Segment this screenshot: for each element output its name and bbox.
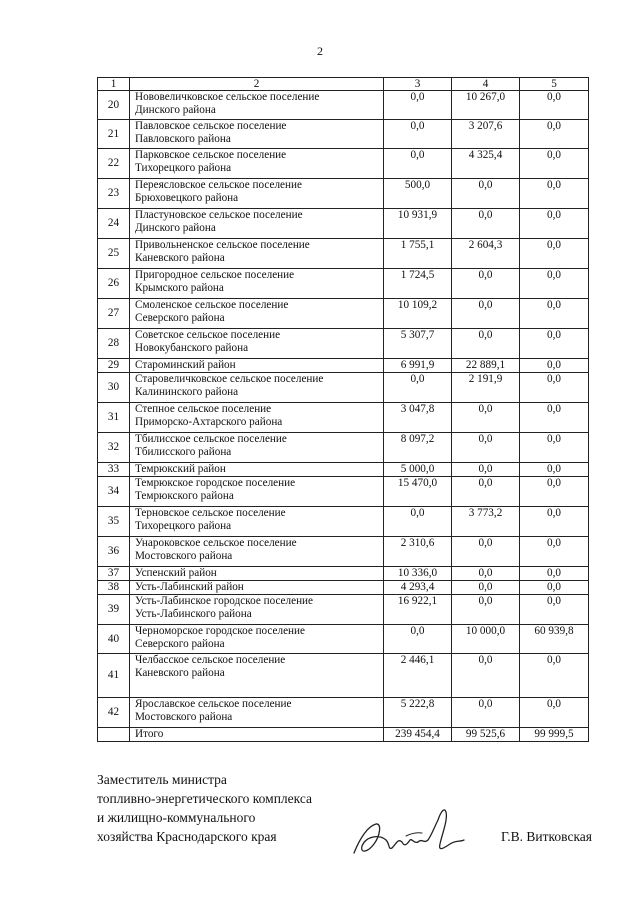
municipality-name <box>130 179 384 209</box>
row-number: 37 <box>98 567 130 581</box>
amount-cell: 10 931,9 <box>384 209 452 239</box>
municipality-name <box>130 477 384 507</box>
amount-cell: 4 293,4 <box>384 581 452 595</box>
municipality-name <box>130 654 384 698</box>
table-row <box>98 120 589 149</box>
municipality-name-line: Северского района <box>135 312 225 324</box>
amount-cell: 0,0 <box>520 567 589 581</box>
table-row <box>98 403 589 433</box>
table-row <box>98 654 589 698</box>
municipality-name-line: Тихорецкого района <box>135 520 232 532</box>
amount-cell: 0,0 <box>452 537 520 567</box>
amount-cell: 0,0 <box>452 179 520 209</box>
amount-cell: 5 000,0 <box>384 463 452 477</box>
municipality-name-line: Парковское сельское поселение <box>135 149 287 161</box>
table-row <box>98 537 589 567</box>
total-label: Итого <box>130 728 384 742</box>
municipality-name-line: Усть-Лабинский район <box>135 581 244 593</box>
amount-cell: 0,0 <box>384 507 452 537</box>
amount-cell: 5 222,8 <box>384 698 452 728</box>
amount-cell: 4 325,4 <box>452 149 520 179</box>
header-row <box>98 78 589 91</box>
total-amount-cell: 99 999,5 <box>520 728 589 742</box>
row-number: 24 <box>98 209 130 239</box>
amount-cell: 2 310,6 <box>384 537 452 567</box>
row-number: 26 <box>98 269 130 299</box>
table-row <box>98 329 589 359</box>
row-number: 34 <box>98 477 130 507</box>
amount-cell: 10 336,0 <box>384 567 452 581</box>
amount-cell: 0,0 <box>452 299 520 329</box>
amount-cell: 0,0 <box>452 433 520 463</box>
municipality-name <box>130 537 384 567</box>
column-header: 2 <box>130 78 384 91</box>
municipality-name <box>130 433 384 463</box>
municipality-name <box>130 91 384 120</box>
total-row <box>98 728 589 742</box>
municipality-name <box>130 507 384 537</box>
row-number: 30 <box>98 373 130 403</box>
empty-cell <box>98 728 130 742</box>
table-row <box>98 91 589 120</box>
row-number: 31 <box>98 403 130 433</box>
amount-cell: 8 097,2 <box>384 433 452 463</box>
amount-cell: 10 109,2 <box>384 299 452 329</box>
municipality-name-line: Челбасское сельское поселение <box>135 654 286 666</box>
municipality-name-line: Нововеличковское сельское поселение <box>135 91 320 103</box>
municipality-name <box>130 359 384 373</box>
row-number: 28 <box>98 329 130 359</box>
row-number: 20 <box>98 91 130 120</box>
table-row <box>98 269 589 299</box>
amount-cell: 0,0 <box>520 507 589 537</box>
column-header: 4 <box>452 78 520 91</box>
amount-cell: 0,0 <box>520 239 589 269</box>
municipality-name-line: Успенский район <box>135 567 217 579</box>
amount-cell: 0,0 <box>452 269 520 299</box>
amount-cell: 0,0 <box>520 373 589 403</box>
amount-cell: 0,0 <box>520 91 589 120</box>
table-row <box>98 698 589 728</box>
position-line: топливно-энергетического комплекса <box>97 791 313 806</box>
signer-name: Г.В. Витковская <box>501 829 593 844</box>
municipality-name-line: Усть-Лабинское городское поселение <box>135 595 314 607</box>
municipality-name-line: Терновское сельское поселение <box>135 507 286 519</box>
table-row <box>98 477 589 507</box>
municipality-name-line: Тихорецкого района <box>135 162 232 174</box>
amount-cell: 1 755,1 <box>384 239 452 269</box>
position-line: хозяйства Краснодарского края <box>97 829 277 844</box>
municipality-name-line: Калининского района <box>135 386 239 398</box>
position-line: Заместитель министра <box>97 772 227 787</box>
amount-cell: 10 267,0 <box>452 91 520 120</box>
municipality-name <box>130 269 384 299</box>
table-row <box>98 359 589 373</box>
municipality-name-line: Привольненское сельское поселение <box>135 239 310 251</box>
amount-cell: 0,0 <box>384 625 452 654</box>
table-row <box>98 567 589 581</box>
total-amount-cell: 99 525,6 <box>452 728 520 742</box>
amount-cell: 15 470,0 <box>384 477 452 507</box>
municipality-name-line: Темрюкский район <box>135 463 226 475</box>
amount-cell: 0,0 <box>520 120 589 149</box>
amount-cell: 0,0 <box>520 433 589 463</box>
row-number: 22 <box>98 149 130 179</box>
municipality-name-line: Черноморское городское поселение <box>135 625 305 637</box>
amount-cell: 0,0 <box>452 654 520 698</box>
table-row <box>98 179 589 209</box>
municipality-name-line: Пластуновское сельское поселение <box>135 209 303 221</box>
amount-cell: 2 446,1 <box>384 654 452 698</box>
municipality-name <box>130 567 384 581</box>
municipality-name-line: Ярославское сельское поселение <box>135 698 292 710</box>
row-number: 23 <box>98 179 130 209</box>
amount-cell: 0,0 <box>520 595 589 625</box>
municipality-name-line: Переясловское сельское поселение <box>135 179 302 191</box>
row-number: 25 <box>98 239 130 269</box>
amount-cell: 5 307,7 <box>384 329 452 359</box>
row-number: 29 <box>98 359 130 373</box>
municipality-name-line: Унароковское сельское поселение <box>135 537 297 549</box>
amount-cell: 0,0 <box>452 477 520 507</box>
table-row <box>98 581 589 595</box>
amount-cell: 0,0 <box>520 698 589 728</box>
total-amount-cell: 239 454,4 <box>384 728 452 742</box>
municipality-name <box>130 209 384 239</box>
amount-cell: 0,0 <box>520 269 589 299</box>
amount-cell: 6 991,9 <box>384 359 452 373</box>
amount-cell: 0,0 <box>384 91 452 120</box>
municipality-name-line: Павловского района <box>135 133 231 145</box>
table-row <box>98 373 589 403</box>
row-number: 42 <box>98 698 130 728</box>
amount-cell: 0,0 <box>520 537 589 567</box>
municipality-name-line: Староминский район <box>135 359 236 371</box>
row-number: 40 <box>98 625 130 654</box>
amount-cell: 0,0 <box>384 120 452 149</box>
row-number: 36 <box>98 537 130 567</box>
municipality-name-line: Усть-Лабинского района <box>135 608 252 620</box>
table-row <box>98 209 589 239</box>
amount-cell: 0,0 <box>384 373 452 403</box>
column-header: 3 <box>384 78 452 91</box>
amount-cell: 60 939,8 <box>520 625 589 654</box>
allocation-table <box>97 77 589 742</box>
amount-cell: 3 773,2 <box>452 507 520 537</box>
column-header: 5 <box>520 78 589 91</box>
amount-cell: 0,0 <box>520 299 589 329</box>
amount-cell: 0,0 <box>452 595 520 625</box>
amount-cell: 3 047,8 <box>384 403 452 433</box>
amount-cell: 22 889,1 <box>452 359 520 373</box>
table-row <box>98 507 589 537</box>
amount-cell: 0,0 <box>520 179 589 209</box>
municipality-name-line: Темрюкского района <box>135 490 234 502</box>
handwritten-signature <box>346 798 476 868</box>
table-row <box>98 595 589 625</box>
row-number: 35 <box>98 507 130 537</box>
municipality-name-line: Каневского района <box>135 667 225 679</box>
amount-cell: 2 191,9 <box>452 373 520 403</box>
amount-cell: 0,0 <box>520 403 589 433</box>
signature-block-position <box>97 770 312 846</box>
page-number: 2 <box>317 44 323 58</box>
amount-cell: 0,0 <box>452 581 520 595</box>
municipality-name <box>130 698 384 728</box>
amount-cell: 0,0 <box>452 403 520 433</box>
table-row <box>98 149 589 179</box>
municipality-name-line: Темрюкское городское поселение <box>135 477 296 489</box>
municipality-name <box>130 463 384 477</box>
table-row <box>98 463 589 477</box>
municipality-name-line: Мостовского района <box>135 550 233 562</box>
municipality-name-line: Степное сельское поселение <box>135 403 272 415</box>
amount-cell: 0,0 <box>452 209 520 239</box>
row-number: 39 <box>98 595 130 625</box>
municipality-name <box>130 595 384 625</box>
table-body <box>98 91 589 742</box>
municipality-name <box>130 403 384 433</box>
municipality-name <box>130 581 384 595</box>
municipality-name-line: Динского района <box>135 104 216 116</box>
position-line: и жилищно-коммунального <box>97 810 256 825</box>
municipality-name-line: Каневского района <box>135 252 225 264</box>
amount-cell: 500,0 <box>384 179 452 209</box>
amount-cell: 0,0 <box>520 654 589 698</box>
municipality-name-line: Брюховецкого района <box>135 192 239 204</box>
amount-cell: 0,0 <box>520 209 589 239</box>
row-number: 27 <box>98 299 130 329</box>
municipality-name-line: Советское сельское поселение <box>135 329 281 341</box>
amount-cell: 0,0 <box>452 463 520 477</box>
amount-cell: 3 207,6 <box>452 120 520 149</box>
amount-cell: 0,0 <box>520 463 589 477</box>
municipality-name <box>130 373 384 403</box>
row-number: 32 <box>98 433 130 463</box>
table-row <box>98 625 589 654</box>
amount-cell: 10 000,0 <box>452 625 520 654</box>
municipality-name <box>130 149 384 179</box>
municipality-name-line: Тбилисское сельское поселение <box>135 433 287 445</box>
amount-cell: 0,0 <box>520 329 589 359</box>
row-number: 21 <box>98 120 130 149</box>
municipality-name-line: Павловское сельское поселение <box>135 120 287 132</box>
amount-cell: 16 922,1 <box>384 595 452 625</box>
amount-cell: 0,0 <box>520 359 589 373</box>
municipality-name-line: Новокубанского района <box>135 342 249 354</box>
municipality-name-line: Крымского района <box>135 282 224 294</box>
municipality-name-line: Старовеличковское сельское поселение <box>135 373 324 385</box>
amount-cell: 2 604,3 <box>452 239 520 269</box>
municipality-name <box>130 299 384 329</box>
municipality-name-line: Смоленское сельское поселение <box>135 299 289 311</box>
amount-cell: 0,0 <box>520 581 589 595</box>
row-number: 33 <box>98 463 130 477</box>
municipality-name-line: Северского района <box>135 638 225 650</box>
amount-cell: 0,0 <box>452 567 520 581</box>
municipality-name <box>130 120 384 149</box>
table-row <box>98 299 589 329</box>
amount-cell: 1 724,5 <box>384 269 452 299</box>
table-row <box>98 239 589 269</box>
amount-cell: 0,0 <box>452 698 520 728</box>
table-row <box>98 433 589 463</box>
municipality-name-line: Тбилисского района <box>135 446 232 458</box>
row-number: 41 <box>98 654 130 698</box>
column-header: 1 <box>98 78 130 91</box>
municipality-name <box>130 625 384 654</box>
amount-cell: 0,0 <box>520 149 589 179</box>
municipality-name <box>130 239 384 269</box>
amount-cell: 0,0 <box>384 149 452 179</box>
municipality-name-line: Пригородное сельское поселение <box>135 269 295 281</box>
municipality-name-line: Мостовского района <box>135 711 233 723</box>
municipality-name-line: Приморско-Ахтарского района <box>135 416 283 428</box>
municipality-name-line: Динского района <box>135 222 216 234</box>
amount-cell: 0,0 <box>520 477 589 507</box>
amount-cell: 0,0 <box>452 329 520 359</box>
row-number: 38 <box>98 581 130 595</box>
municipality-name <box>130 329 384 359</box>
